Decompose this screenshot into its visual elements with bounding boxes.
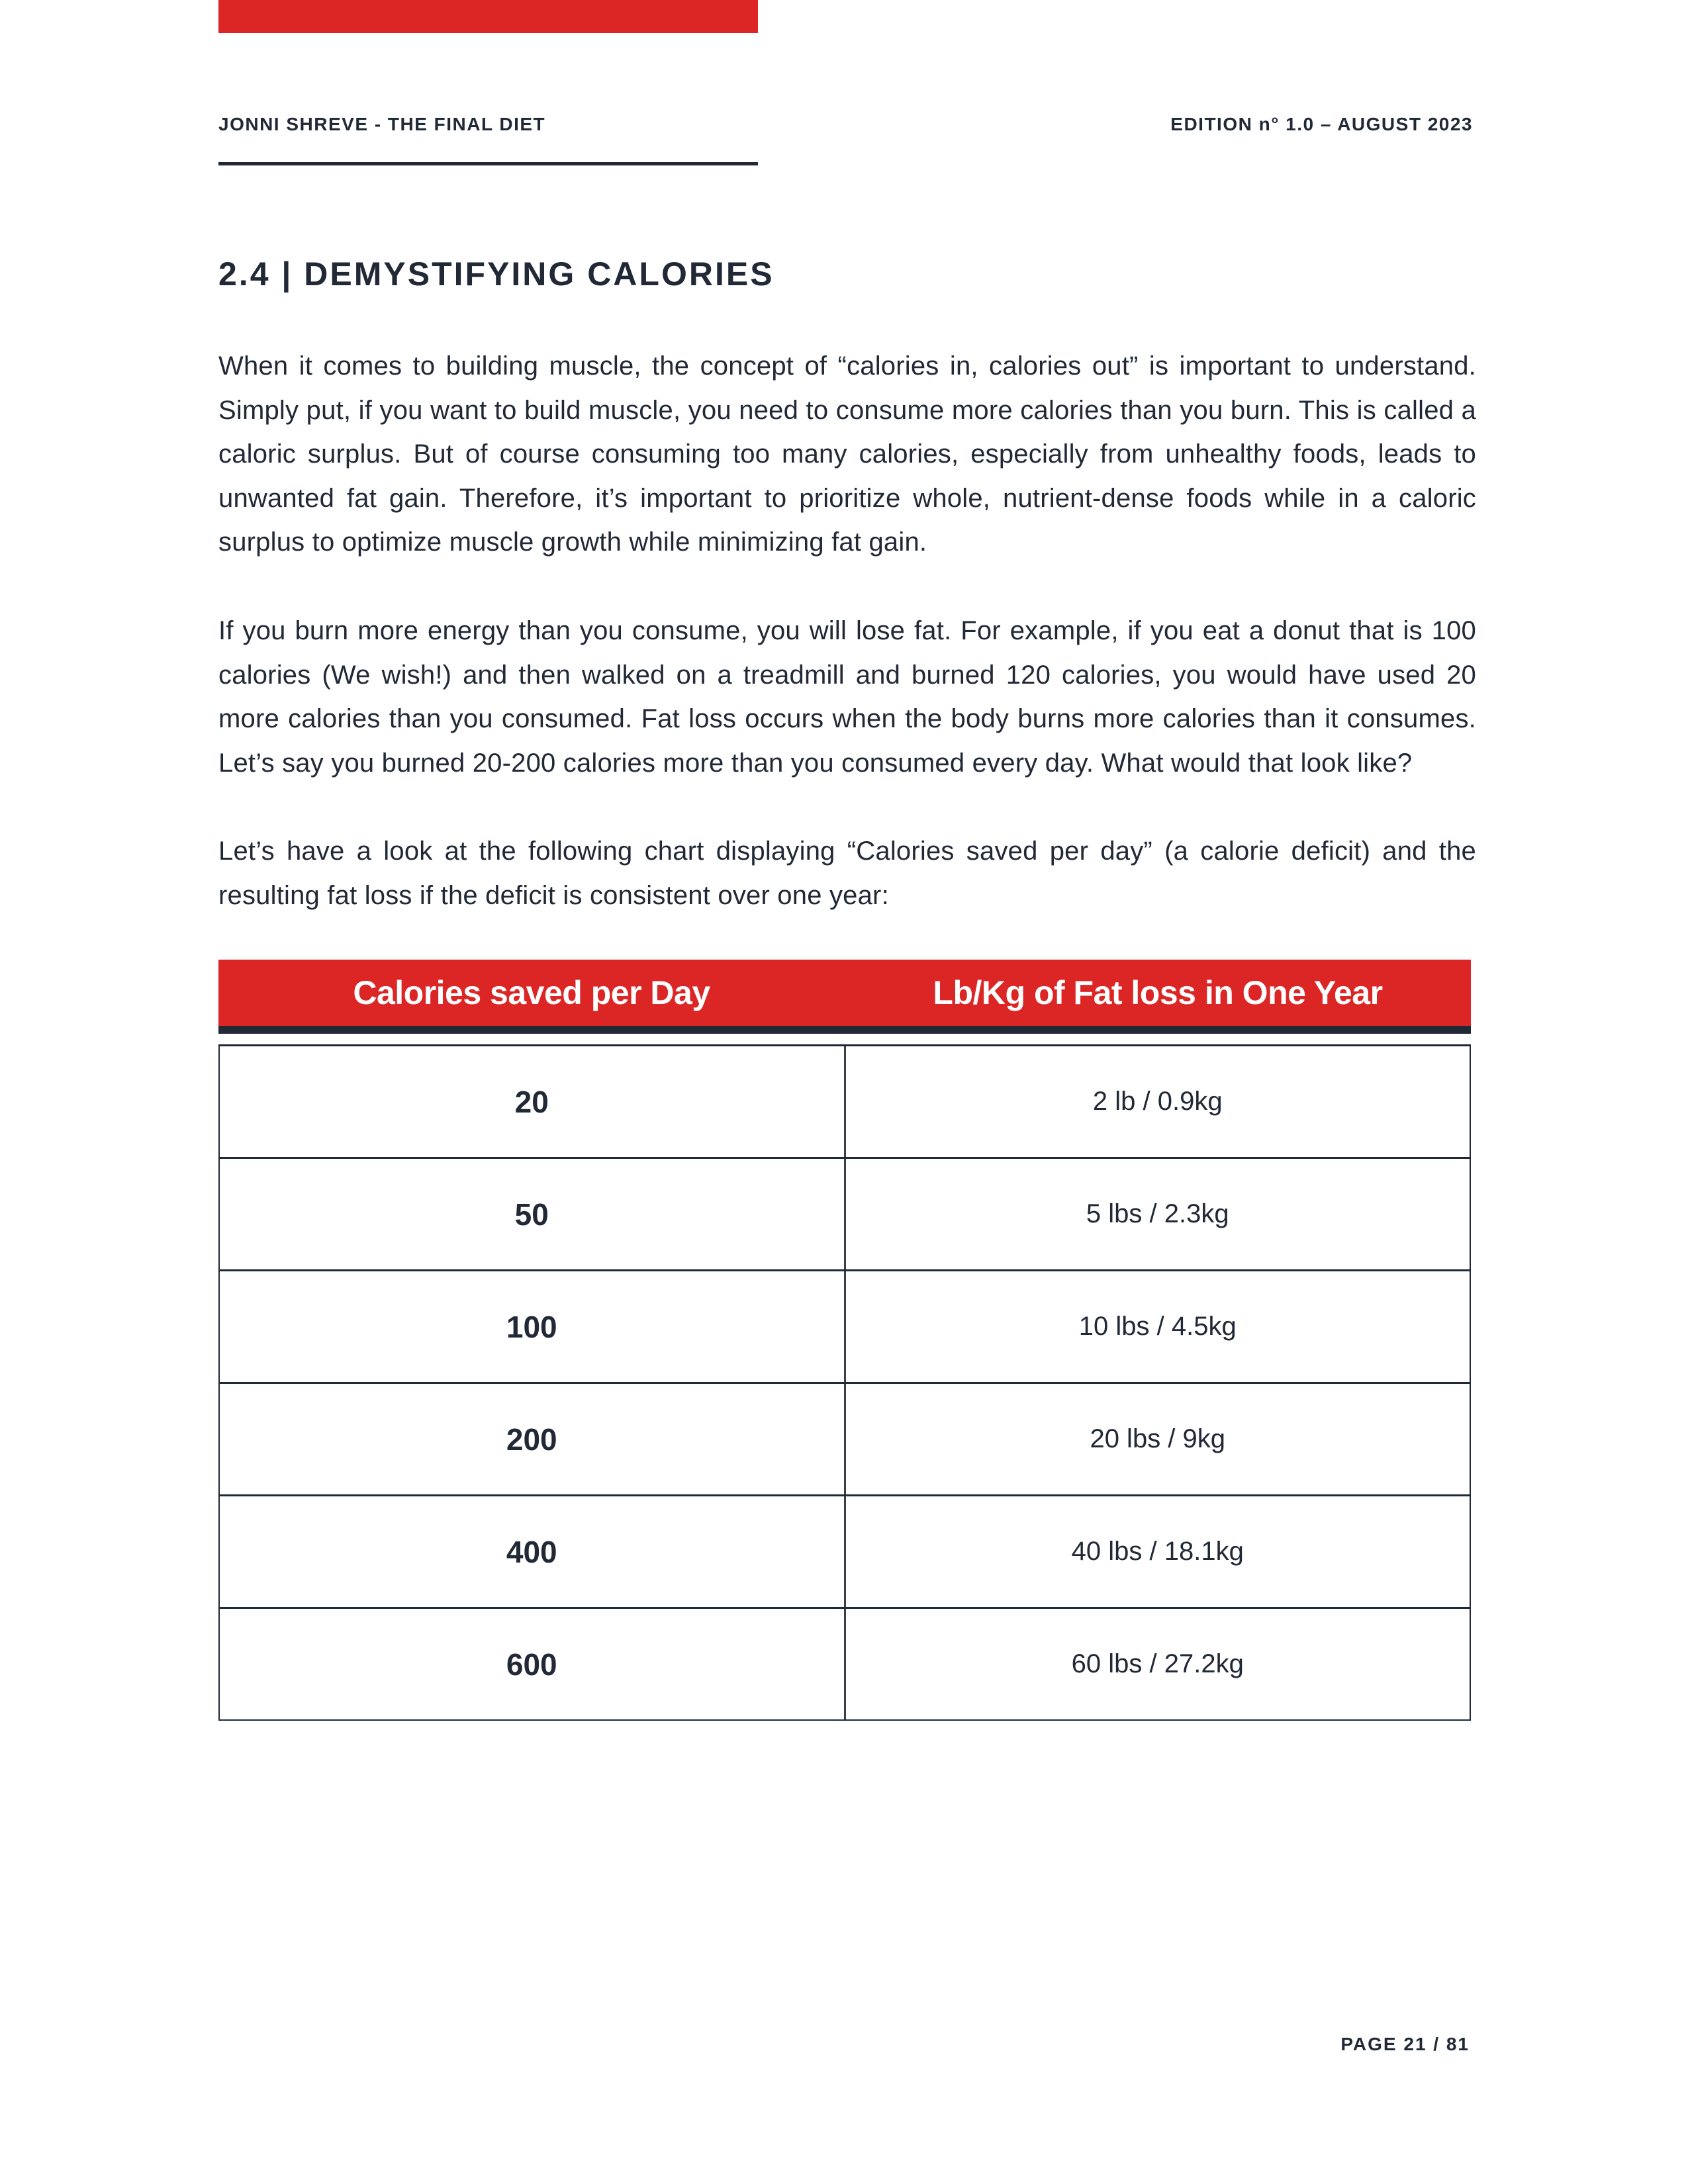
cell-calories: 100 [506,1309,557,1344]
cell-calories: 20 [514,1084,549,1119]
cell-calories: 50 [514,1197,549,1232]
cell-fat-loss: 2 lb / 0.9kg [844,1046,1470,1157]
running-header-title: JONNI SHREVE - THE FINAL DIET [218,114,546,134]
cell-fat-loss: 5 lbs / 2.3kg [844,1159,1470,1269]
header-divider [218,162,758,165]
cell-fat-loss: 60 lbs / 27.2kg [844,1609,1470,1719]
running-header-edition: EDITION n° 1.0 – AUGUST 2023 [1170,114,1473,134]
cell-fat-loss: 20 lbs / 9kg [844,1384,1470,1494]
cell-fat-loss: 40 lbs / 18.1kg [844,1496,1470,1607]
table-row [220,1384,1470,1496]
column-header-calories: Calories saved per Day [353,974,710,1011]
cell-calories: 600 [506,1647,557,1682]
paragraph-calorie-deficit: If you burn more energy than you consume, you will lose fat. For example, if you eat a donut that is 100 calories (We wish!) and then walked on a treadmill and burned 120 calories, you would have used 20 more calories than you consumed. Fat loss occurs when the body burns more calories than it consumes. Let’s say you burned 20-200 calories more than you consumed every day. What would that look like? [218,616,1476,778]
table-row [220,1496,1470,1609]
column-header-fat-loss: Lb/Kg of Fat loss in One Year [933,974,1383,1011]
section-title: 2.4 | DEMYSTIFYING CALORIES [218,255,774,293]
cell-calories: 400 [506,1534,557,1569]
table-row [220,1159,1470,1271]
table-row [220,1046,1470,1159]
fat-loss-table [218,960,1471,1721]
paragraph-calories-surplus: When it comes to building muscle, the concept of “calories in, calories out” is important to understand. Simply put, if you want to build muscle, you need to consume more calories than you burn. This is called a caloric surplus. But of course consuming too many calories, especially from unhealthy foods, leads to unwanted fat gain. Therefore, it’s important to prioritize whole, nutrient-dense foods while in a caloric surplus to optimize muscle growth while minimizing fat gain. [218,351,1476,557]
table-header-row [218,960,1471,1034]
table-row [220,1271,1470,1384]
paragraph-chart-intro: Let’s have a look at the following chart displaying “Calories saved per day” (a calorie deficit) and the resulting fat loss if the deficit is consistent over one year: [218,837,1476,910]
page-number: PAGE 21 / 81 [1340,2034,1470,2054]
table-row [220,1609,1470,1719]
top-accent-bar [218,0,758,33]
cell-fat-loss: 10 lbs / 4.5kg [844,1271,1470,1382]
table-body [218,1044,1471,1721]
cell-calories: 200 [506,1422,557,1457]
